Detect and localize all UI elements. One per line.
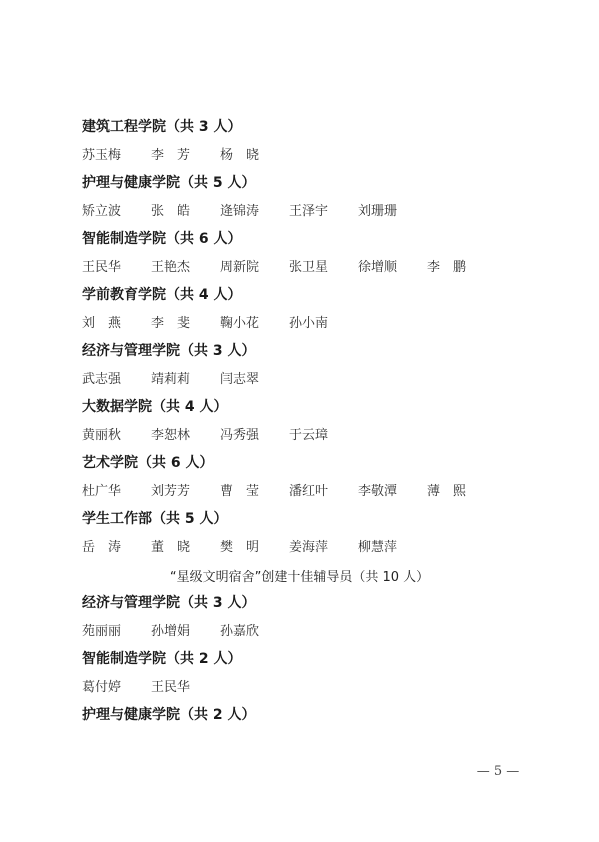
person-name: 李敬潭 <box>358 484 398 499</box>
person-name: 武志强 <box>82 372 122 387</box>
person-name: 苑丽丽 <box>82 624 122 639</box>
person-name: 王民华 <box>151 680 191 695</box>
section-heading: 学前教育学院（共 4 人） <box>82 287 242 303</box>
person-name: 逄锦涛 <box>220 204 260 219</box>
person-name: 王泽宇 <box>289 204 329 219</box>
section-heading: 护理与健康学院（共 5 人） <box>82 175 256 191</box>
section-heading: 艺术学院（共 6 人） <box>82 455 214 471</box>
person-name: 李 芳 <box>151 148 191 163</box>
person-name: 于云璋 <box>289 428 329 443</box>
section-heading: 大数据学院（共 4 人） <box>82 399 228 415</box>
person-name: 李恕林 <box>151 428 191 443</box>
person-name: 柳慧萍 <box>358 540 398 555</box>
person-name: 薄 熙 <box>427 484 467 499</box>
person-name: 曹 莹 <box>220 484 260 499</box>
person-name: 岳 涛 <box>82 540 122 555</box>
person-name: 董 晓 <box>151 540 191 555</box>
person-name: 鞠小花 <box>220 316 260 331</box>
person-name: 冯秀强 <box>220 428 260 443</box>
person-name: 张 皓 <box>151 204 191 219</box>
section-heading: 经济与管理学院（共 3 人） <box>82 595 256 611</box>
person-name: 徐增顺 <box>358 260 398 275</box>
person-name: 杨 晓 <box>220 148 260 163</box>
person-name: 孙嘉欣 <box>220 624 260 639</box>
person-name: 王艳杰 <box>151 260 191 275</box>
section-heading: 经济与管理学院（共 3 人） <box>82 343 256 359</box>
section-heading: 建筑工程学院（共 3 人） <box>82 119 242 135</box>
section-heading: 护理与健康学院（共 2 人） <box>82 707 256 723</box>
person-name: 闫志翠 <box>220 372 260 387</box>
person-name: 刘芳芳 <box>151 484 191 499</box>
person-name: 姜海萍 <box>289 540 329 555</box>
person-name: 李 斐 <box>151 316 191 331</box>
person-name: 张卫星 <box>289 260 329 275</box>
section-heading: 智能制造学院（共 6 人） <box>82 231 242 247</box>
section-heading: 智能制造学院（共 2 人） <box>82 651 242 667</box>
person-name: 周新院 <box>220 260 260 275</box>
person-name: 杜广华 <box>82 484 122 499</box>
person-name: 孙增娟 <box>151 624 191 639</box>
person-name: 苏玉梅 <box>82 148 122 163</box>
person-name: 樊 明 <box>220 540 260 555</box>
person-name: 孙小南 <box>289 316 329 331</box>
page-number: — 5 — <box>476 764 520 779</box>
person-name: 矫立波 <box>82 204 122 219</box>
person-name: 刘珊珊 <box>358 204 398 219</box>
section-heading: 学生工作部（共 5 人） <box>82 511 228 527</box>
person-name: 靖莉莉 <box>151 372 191 387</box>
person-name: 潘红叶 <box>289 484 329 499</box>
person-name: 刘 燕 <box>82 316 122 331</box>
award-title: “星级文明宿舍”创建十佳辅导员（共 10 人） <box>169 570 430 585</box>
person-name: 李 鹏 <box>427 260 467 275</box>
person-name: 葛付婷 <box>82 680 122 695</box>
person-name: 王民华 <box>82 260 122 275</box>
person-name: 黄丽秋 <box>82 428 122 443</box>
